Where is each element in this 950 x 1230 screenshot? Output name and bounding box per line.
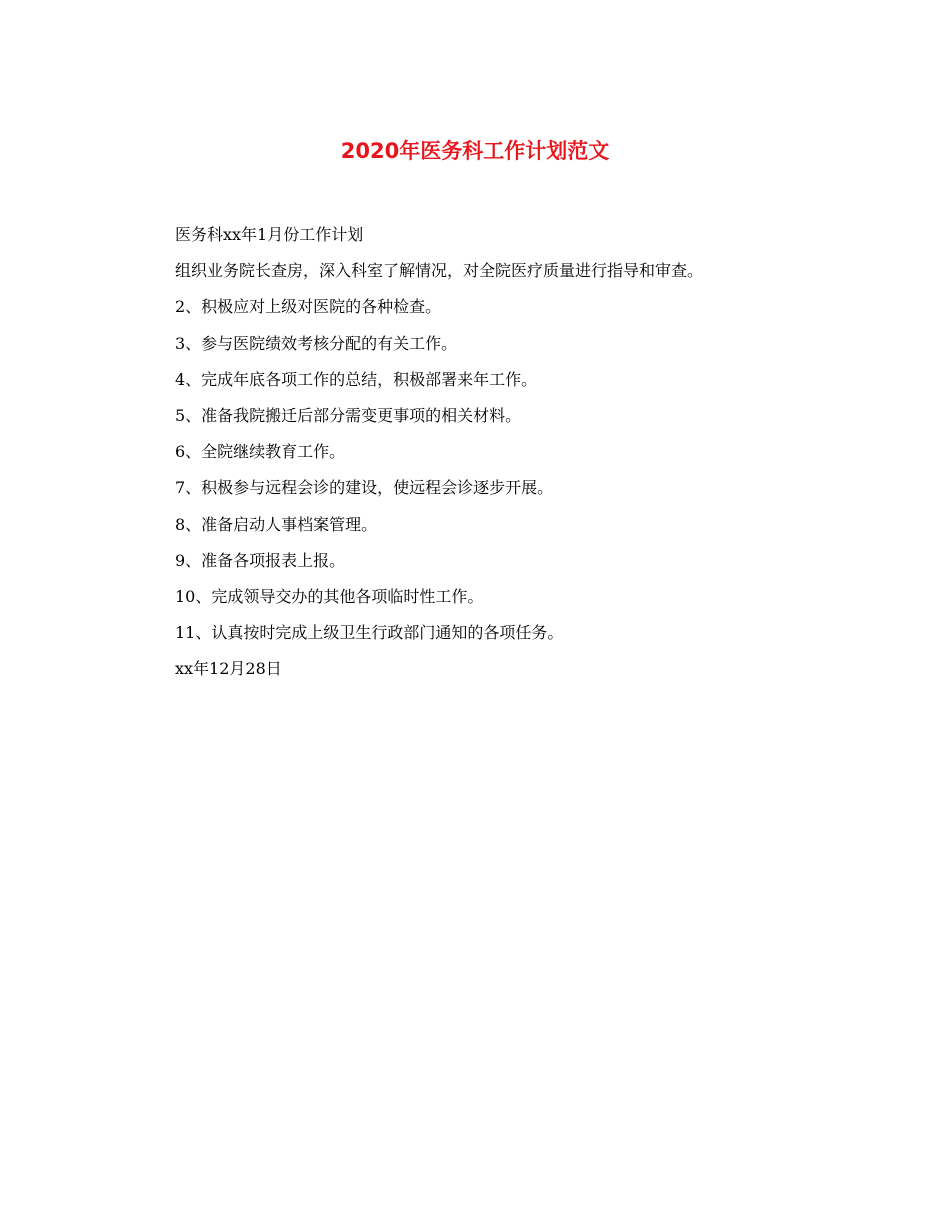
plan-item: 2、积极应对上级对医院的各种检查。 — [175, 297, 442, 317]
plan-item: 9、准备各项报表上报。 — [175, 550, 346, 570]
plan-heading: 医务科xx年1月份工作计划 — [175, 225, 364, 244]
document-body — [175, 221, 895, 691]
plan-item: 4、完成年底各项工作的总结，积极部署来年工作。 — [175, 369, 538, 389]
plan-item: 11、认真按时完成上级卫生行政部门通知的各项任务。 — [175, 623, 564, 643]
plan-item: 3、参与医院绩效考核分配的有关工作。 — [175, 333, 458, 353]
plan-item: 6、全院继续教育工作。 — [175, 442, 346, 462]
plan-item: 7、积极参与远程会诊的建设，使远程会诊逐步开展。 — [175, 478, 554, 498]
plan-item: 10、完成领导交办的其他各项临时性工作。 — [175, 586, 484, 606]
plan-item: 5、准备我院搬迁后部分需变更事项的相关材料。 — [175, 405, 522, 425]
document-title: 2020年医务科工作计划范文 — [340, 139, 610, 163]
plan-item: 组织业务院长查房，深入科室了解情况，对全院医疗质量进行指导和审查。 — [175, 261, 704, 281]
plan-date: xx年12月28日 — [175, 659, 282, 679]
plan-item: 8、准备启动人事档案管理。 — [175, 514, 378, 534]
